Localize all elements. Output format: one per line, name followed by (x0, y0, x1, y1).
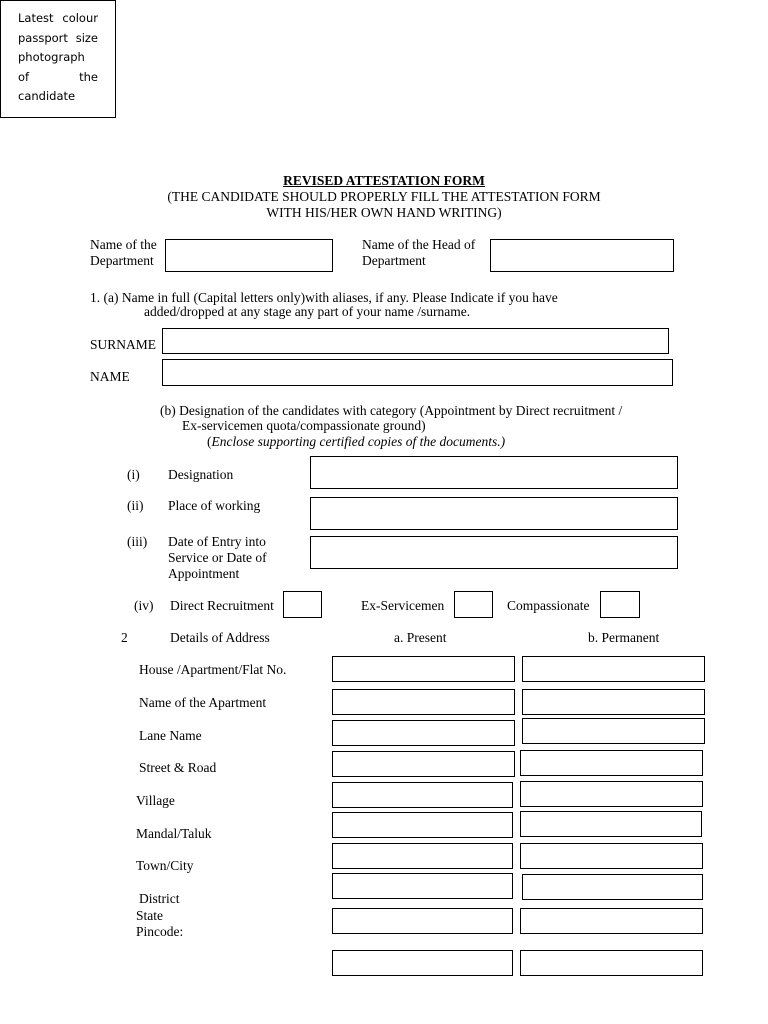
state-label: State (136, 908, 163, 923)
permanent-town-field[interactable] (520, 843, 703, 869)
designation-field[interactable] (310, 456, 678, 489)
photo-box (0, 0, 116, 118)
town-city-label: Town/City (136, 858, 194, 873)
district-label: District (139, 891, 180, 906)
details-of-address-label: Details of Address (170, 630, 270, 645)
present-lane-field[interactable] (332, 720, 515, 746)
item-ii-number: (ii) (127, 498, 144, 513)
house-flat-label: House /Apartment/Flat No. (139, 662, 287, 677)
permanent-district-field[interactable] (522, 874, 703, 900)
section-2-number: 2 (121, 630, 128, 645)
permanent-state-field[interactable] (520, 908, 703, 934)
date-of-entry-text: Date of Entry into Service or Date of Appointment (168, 534, 267, 581)
present-state-field[interactable] (332, 908, 513, 934)
permanent-village-field[interactable] (520, 781, 703, 807)
head-of-department-label: Name of the Head of Department (362, 237, 476, 268)
present-village-field[interactable] (332, 782, 513, 808)
name-label: NAME (90, 369, 130, 384)
present-house-field[interactable] (332, 656, 515, 682)
permanent-mandal-field[interactable] (520, 811, 702, 837)
permanent-pincode-field[interactable] (520, 950, 703, 976)
surname-field[interactable] (162, 328, 669, 354)
section-1b-text-line1: (b) Designation of the candidates with category (Appointment by Direct recruitment / (160, 403, 623, 418)
section-1b-note-open: ( (207, 434, 212, 449)
surname-label: SURNAME (90, 337, 157, 352)
street-road-label: Street & Road (139, 760, 217, 775)
section-1b-note-text: Enclose supporting certified copies of the documents.) (211, 434, 506, 449)
direct-recruitment-label: Direct Recruitment (170, 598, 274, 613)
present-apartment-field[interactable] (332, 689, 515, 715)
place-of-working-field[interactable] (310, 497, 678, 530)
designation-label: Designation (168, 467, 234, 482)
place-of-working-label: Place of working (168, 498, 261, 513)
department-name-label: Name of the Department (90, 237, 157, 268)
form-title: REVISED ATTESTATION FORM (283, 173, 485, 188)
section-1b-text-line2: Ex-servicemen quota/compassionate ground) (182, 418, 426, 433)
present-district-field[interactable] (332, 873, 513, 899)
present-column-label: a. Present (394, 630, 447, 645)
present-mandal-field[interactable] (332, 812, 513, 838)
pincode-label: Pincode: (136, 924, 184, 939)
present-street-field[interactable] (332, 751, 515, 777)
section-1a-text-line2: added/dropped at any stage any part of your name /surname. (144, 304, 471, 319)
lane-name-label: Lane Name (139, 728, 202, 743)
direct-recruitment-checkbox[interactable] (283, 591, 322, 618)
present-pincode-field[interactable] (332, 950, 513, 976)
compassionate-label: Compassionate (507, 598, 590, 613)
form-subtitle: (THE CANDIDATE SHOULD PROPERLY FILL THE ATTESTATION FORM WITH HIS/HER OWN HAND WRITING) (167, 189, 601, 220)
present-town-field[interactable] (332, 843, 513, 869)
section-1a-text-line1: 1. (a) Name in full (Capital letters only)with aliases, if any. Please Indicate if you have (90, 290, 558, 305)
department-name-field[interactable] (165, 239, 333, 272)
name-field[interactable] (162, 359, 673, 386)
ex-servicemen-label: Ex-Servicemen (361, 598, 445, 613)
item-iii-number: (iii) (127, 534, 148, 549)
permanent-column-label: b. Permanent (588, 630, 660, 645)
photo-instructions: Latest colour passport size photograph of the candidate (18, 11, 98, 103)
head-of-department-field[interactable] (490, 239, 674, 272)
apartment-name-label: Name of the Apartment (139, 695, 267, 710)
compassionate-checkbox[interactable] (600, 591, 640, 618)
section-1b-note (207, 434, 505, 450)
permanent-lane-field[interactable] (522, 718, 705, 744)
date-of-entry-label (168, 534, 286, 582)
item-i-number: (i) (127, 467, 140, 482)
date-of-entry-field[interactable] (310, 536, 678, 569)
permanent-apartment-field[interactable] (522, 689, 705, 715)
mandal-taluk-label: Mandal/Taluk (136, 826, 212, 841)
permanent-street-field[interactable] (520, 750, 703, 776)
ex-servicemen-checkbox[interactable] (454, 591, 493, 618)
item-iv-number: (iv) (134, 598, 154, 613)
permanent-house-field[interactable] (522, 656, 705, 682)
village-label: Village (136, 793, 175, 808)
